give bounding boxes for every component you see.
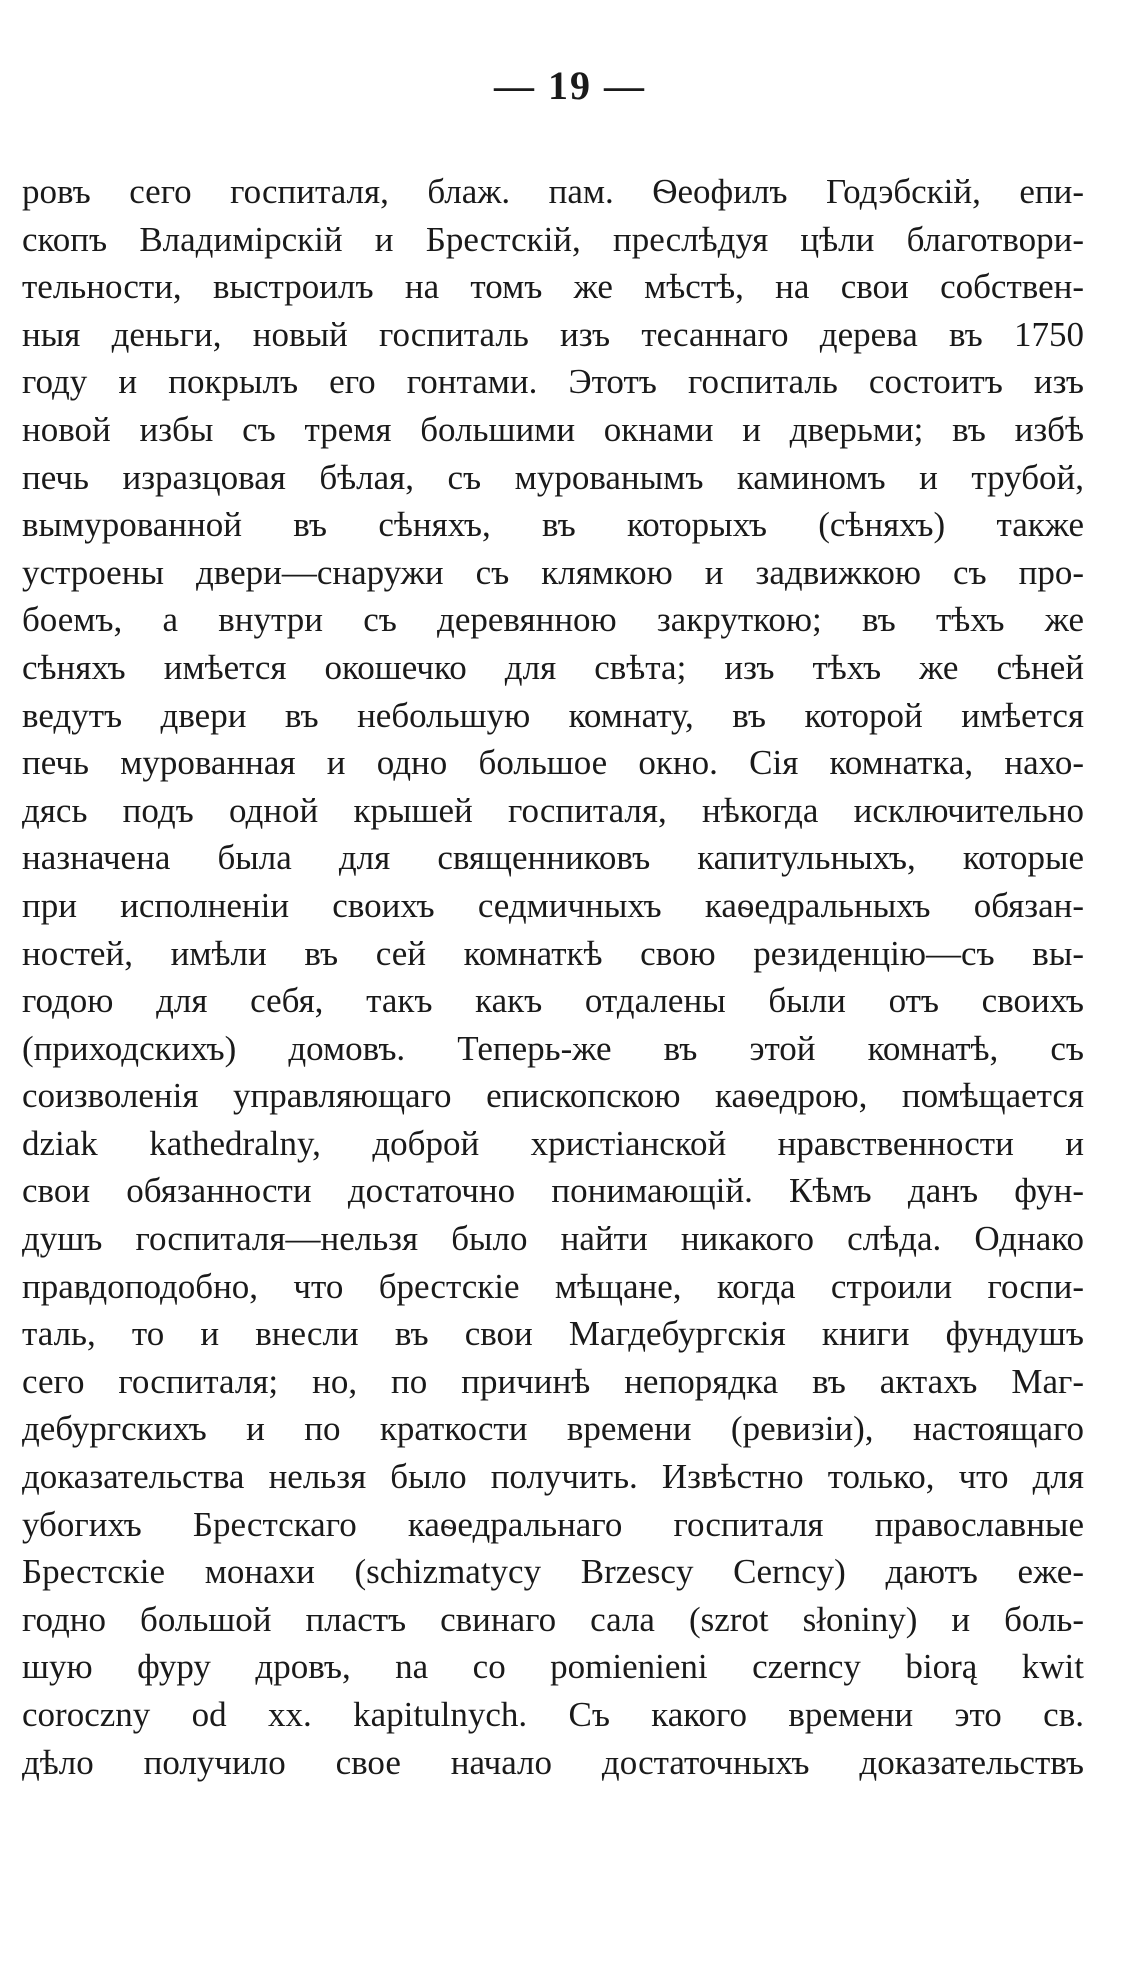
text-line: шую фуру дровъ, na co pomienieni czerncy biorą kwit [22,1647,1084,1687]
text-line: ностей, имѣли въ сей комнаткѣ свою резиденцію—съ вы- [22,933,1084,973]
text-line: тельности, выстроилъ на томъ же мѣстѣ, на свои собствен- [22,267,1084,307]
text-line: дебургскихъ и по краткости времени (ревизіи), настоящаго [22,1409,1084,1449]
text-line: ровъ сего госпиталя, блаж. пам. Ѳеофилъ Годэбскій, епи- [22,172,1084,211]
text-line: свои обязанности достаточно понимающій. Кѣмъ данъ фун- [22,1171,1084,1211]
text-line: (приходскихъ) домовъ. Теперь-же въ этой комнатѣ, съ [22,1028,1084,1068]
text-line: при исполненіи своихъ седмичныхъ каѳедральныхъ обязан- [22,885,1084,925]
text-line: ныя деньги, новый госпиталь изъ тесаннаго дерева въ 1750 [22,314,1084,354]
page-number: — 19 — [494,63,646,108]
text-line: Брестскіе монахи (schizmatycy Brzescy Cerncy) даютъ еже- [22,1552,1084,1592]
text-line: годно большой пластъ свинаго сала (szrot słoniny) и боль- [22,1599,1084,1639]
body-text [22,168,1084,1786]
text-line: соизволенія управляющаго епископскою каѳедрою, помѣщается [22,1076,1084,1116]
text-line: устроены двери—снаружи съ клямкою и задвижкою съ про- [22,552,1084,592]
text-line: сѣняхъ имѣется окошечко для свѣта; изъ тѣхъ же сѣней [22,647,1084,687]
text-line: печь мурованная и одно большое окно. Сія комнатка, нахо- [22,743,1084,783]
text-line: новой избы съ тремя большими окнами и дверьми; въ избѣ [22,409,1084,449]
text-line: скопъ Владимірскій и Брестскій, преслѣдуя цѣли благотвори- [22,219,1084,259]
text-line: печь изразцовая бѣлая, съ мурованымъ каминомъ и трубой, [22,457,1084,497]
text-line: дѣло получило свое начало достаточныхъ доказательствъ [22,1742,1084,1782]
text-line: coroczny od xx. kapitulnych. Съ какого времени это св. [22,1695,1084,1734]
text-line: вымурованной въ сѣняхъ, въ которыхъ (сѣняхъ) также [22,505,1084,545]
text-line: назначена была для священниковъ капитульныхъ, которые [22,838,1084,878]
text-line: боемъ, а внутри съ деревянною закруткою; въ тѣхъ же [22,600,1084,640]
text-line: таль, то и внесли въ свои Магдебургскія книги фундушъ [22,1314,1084,1354]
text-line: году и покрылъ его гонтами. Этотъ госпиталь состоитъ изъ [22,362,1084,402]
text-line: правдоподобно, что брестскіе мѣщане, когда строили госпи- [22,1266,1084,1306]
text-line: дясь подъ одной крышей госпиталя, нѣкогда исключительно [22,790,1084,830]
text-line: сего госпиталя; но, по причинѣ непорядка въ актахъ Маг- [22,1361,1084,1401]
text-line: душъ госпиталя—нельзя было найти никакого слѣда. Однако [22,1219,1084,1259]
text-line: ведутъ двери въ небольшую комнату, въ которой имѣется [22,695,1084,735]
text-line: убогихъ Брестскаго каѳедральнаго госпиталя православные [22,1504,1084,1544]
text-line: dziak kathedralny, доброй христіанской нравственности и [22,1123,1084,1163]
text-line: доказательства нельзя было получить. Извѣстно только, что для [22,1457,1084,1497]
text-line: годою для себя, такъ какъ отдалены были отъ своихъ [22,981,1084,1021]
